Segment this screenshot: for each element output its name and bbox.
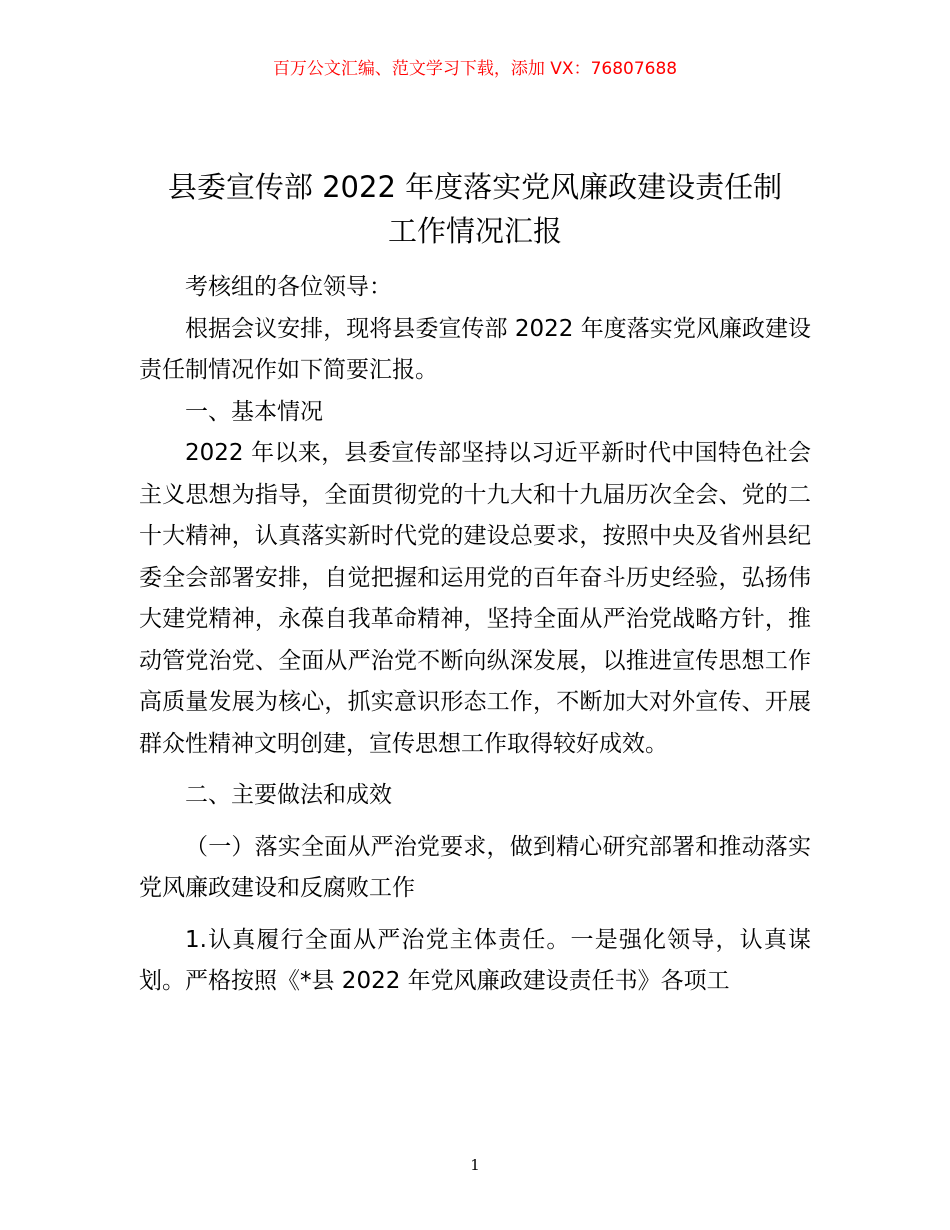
title-line-1: 县委宣传部 2022 年度落实党风廉政建设责任制 <box>167 170 783 204</box>
title-line-2: 工作情况汇报 <box>387 214 562 248</box>
salutation: 考核组的各位领导： <box>185 274 392 300</box>
section-heading-basic: 一、基本情况 <box>185 398 323 425</box>
document-title <box>130 165 820 253</box>
section-heading-measures: 二、主要做法和成效 <box>185 782 392 808</box>
paragraph-responsibility: 1.认真履行全面从严治党主体责任。一是强化领导，认真谋划。严格按照《*县 2022 年党风廉政建设责任书》各项工 <box>139 926 811 994</box>
paragraph-intro: 根据会议安排，现将县委宣传部 2022 年度落实党风廉政建设责任制情况作如下简要汇报。 <box>139 315 811 383</box>
watermark-header: 百万公文汇编、范文学习下载，添加 VX：76807688 <box>272 59 678 79</box>
subsection-heading-1: （一）落实全面从严治党要求，做到精心研究部署和推动落实党风廉政建设和反腐败工作 <box>139 833 811 901</box>
page-number: 1 <box>470 1156 480 1174</box>
paragraph-basic-situation: 2022 年以来，县委宣传部坚持以习近平新时代中国特色社会主义思想为指导，全面贯彻党的十九大和十九届历次全会、党的二十大精神，认真落实新时代党的建设总要求，按照中央及省州县纪委全会部署安排，自觉把握和运用党的百年奋斗历史经验，弘扬伟大建党精神，永葆自我革命精神，坚持全面从严治党战略方针，推动管党治党、全面从严治党不断向纵深发展，以推进宣传思想工作高质量发展为核心，抓实意识形态工作，不断加大对外宣传、开展群众性精神文明创建，宣传思想工作取得较好成效。 <box>139 440 811 757</box>
document-body <box>139 267 811 1003</box>
